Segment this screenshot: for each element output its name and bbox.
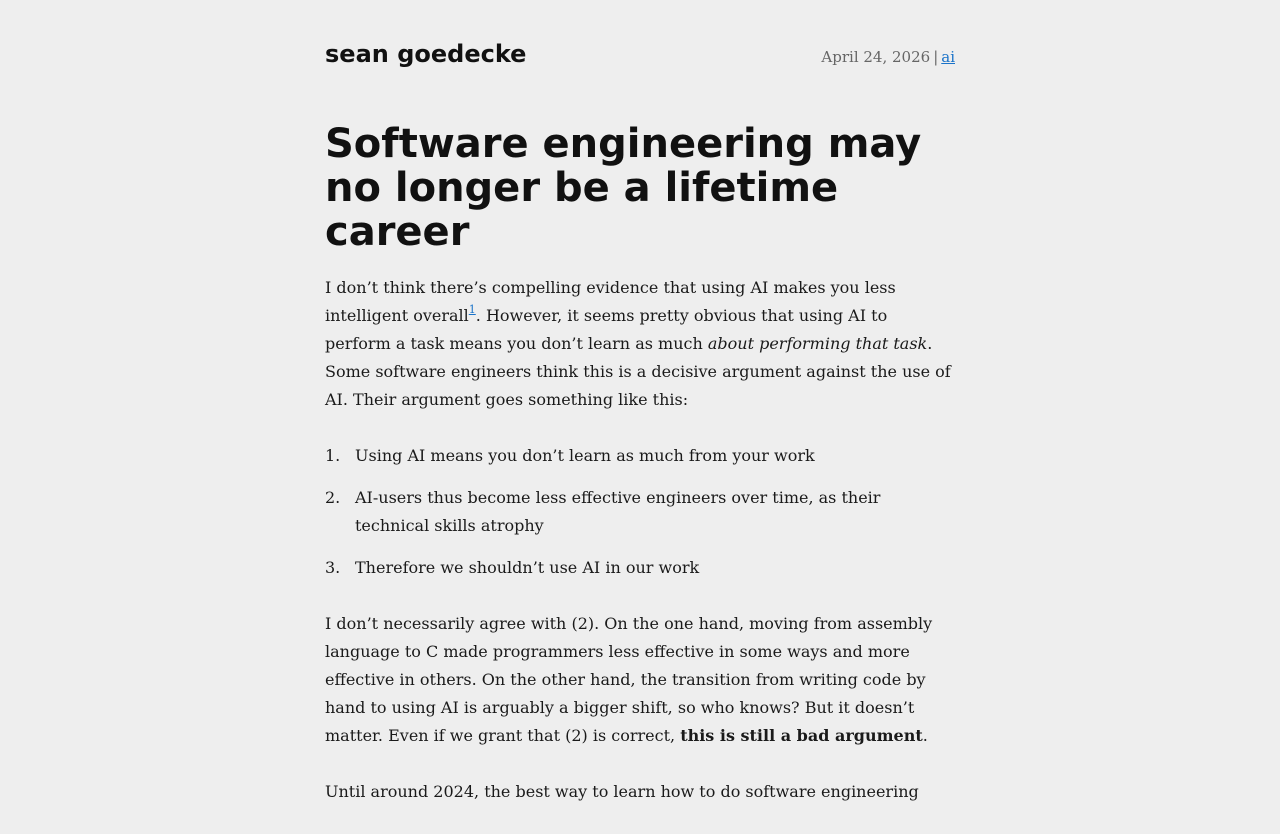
site-title-link[interactable]: sean goedecke <box>325 40 527 68</box>
list-item <box>325 554 955 582</box>
post-meta <box>821 46 955 68</box>
paragraph-intro-emphasis: about performing that task <box>707 334 928 353</box>
list-item-number: 3. <box>325 558 341 577</box>
post-content <box>325 274 955 834</box>
meta-separator: | <box>933 48 939 66</box>
paragraph-disagree-strong: this is still a bad argument <box>680 726 923 745</box>
paragraph-intro-text-2: . However, it seems pretty obvious that using AI to perform a task means you don’t learn as much <box>325 306 888 353</box>
list-item <box>325 484 955 540</box>
footnote-ref <box>469 302 476 317</box>
paragraph-disagree-text-1: I don’t necessarily agree with (2). On the one hand, moving from assembly language to C made programmers less effective in some ways and more effective in others. On the other hand, the transition from writing code by hand to using AI is arguably a bigger shift, so who knows? But it doesn’t matter. Even if we grant that (2) is correct, <box>325 614 933 745</box>
post-title: Software engineering may no longer be a lifetime career <box>325 121 922 255</box>
list-item-text: Therefore we shouldn’t use AI in our work <box>355 558 700 577</box>
list-item-text: AI-users thus become less effective engineers over time, as their technical skills atrophy <box>355 488 881 535</box>
page <box>325 0 955 801</box>
list-item-number: 1. <box>325 446 341 465</box>
footnote-link-1[interactable]: 1 <box>468 303 476 316</box>
paragraph-intro-text-3: . Some software engineers think this is a decisive argument against the use of AI. Their argument goes something like this: <box>325 334 951 409</box>
post-date: April 24, 2026 <box>821 48 931 66</box>
paragraph-disagree-text-2: . <box>922 726 928 745</box>
paragraph-intro-text-1: I don’t think there’s compelling evidence that using AI makes you less intelligent overall <box>325 278 896 325</box>
site-header <box>325 0 955 110</box>
paragraph-intro <box>325 274 955 414</box>
list-item-number: 2. <box>325 488 341 507</box>
paragraph-disagree <box>325 610 955 750</box>
tag-link-ai[interactable]: ai <box>941 48 955 66</box>
list-item <box>325 442 955 470</box>
paragraph-until-2024: Until around 2024, the best way to learn how to do software engineering <box>325 782 919 801</box>
list-item-text: Using AI means you don’t learn as much from your work <box>355 446 815 465</box>
argument-list <box>325 442 955 582</box>
